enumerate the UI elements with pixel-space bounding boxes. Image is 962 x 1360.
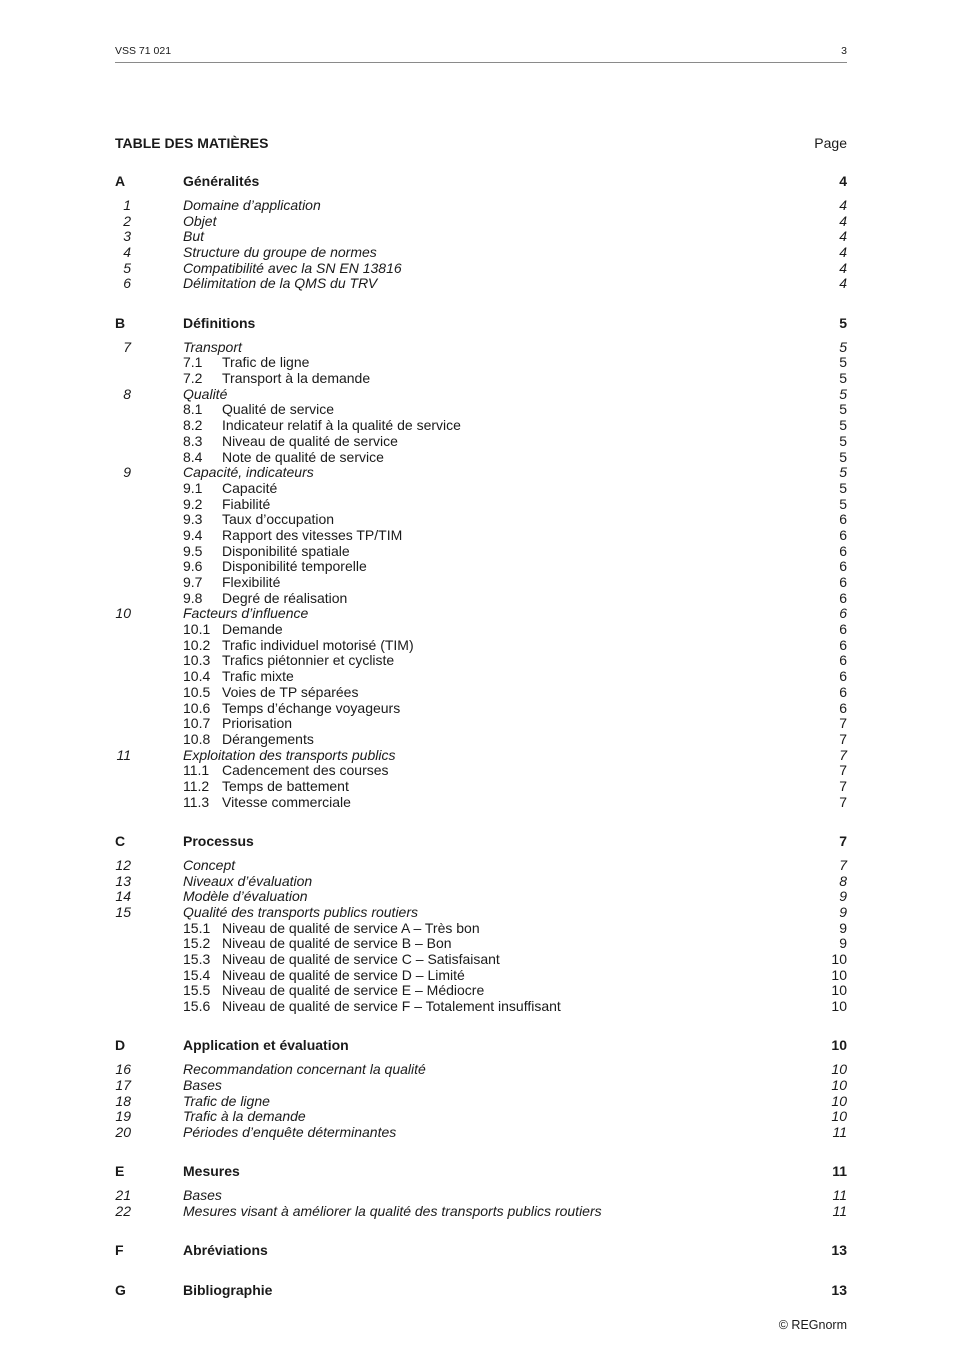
toc-page: 8 [839, 872, 847, 889]
toc-page: 4 [839, 275, 847, 292]
toc-label: Structure du groupe de normes [183, 244, 377, 261]
toc-chapter [115, 1078, 847, 1094]
toc-label: Modèle d’évaluation [183, 888, 308, 905]
toc-chapter [115, 1188, 847, 1204]
toc-page: 13 [831, 1281, 847, 1298]
toc-label: Temps d’échange voyageurs [222, 699, 401, 716]
toc-section-g [115, 1283, 847, 1299]
toc-number: 5 [123, 259, 131, 276]
toc-number: 6 [123, 275, 131, 292]
toc-label: Bibliographie [183, 1281, 273, 1298]
toc-number: D [115, 1037, 126, 1054]
toc-number: 15.2 [183, 935, 211, 952]
toc-page: 10 [831, 1092, 847, 1109]
toc-page: 4 [839, 228, 847, 245]
toc-subentry [115, 685, 847, 701]
toc-section-e [115, 1164, 847, 1180]
toc-label: Capacité, indicateurs [183, 464, 314, 481]
toc-label: Temps de battement [222, 777, 349, 794]
toc-page: 5 [839, 448, 847, 465]
toc-chapter [115, 229, 847, 245]
toc-subentry [115, 371, 847, 387]
toc-page: 4 [839, 212, 847, 229]
toc-page: 6 [839, 542, 847, 559]
toc-number: 11.3 [183, 793, 210, 810]
toc-number: C [115, 832, 126, 849]
toc-number: 13 [115, 872, 131, 889]
toc-number: 10.8 [183, 730, 211, 747]
toc-page: 6 [839, 668, 847, 685]
toc-chapter [115, 465, 847, 481]
toc-label: Priorisation [222, 715, 293, 732]
toc-number: 7.1 [183, 354, 203, 371]
toc-number: 10.1 [183, 621, 211, 638]
toc-label: Qualité de service [222, 401, 335, 418]
toc-subentry [115, 921, 847, 937]
toc-subentry [115, 622, 847, 638]
toc-label: Mesures visant à améliorer la qualité des transports publics routiers [183, 1203, 602, 1220]
toc-chapter [115, 748, 847, 764]
toc-chapter [115, 198, 847, 214]
toc-page: 9 [839, 935, 847, 952]
toc-section-b [115, 316, 847, 332]
toc-page: 11 [832, 1203, 847, 1220]
toc-number: 15.6 [183, 998, 211, 1015]
toc-page: 11 [832, 1187, 847, 1204]
toc-section-c [115, 834, 847, 850]
toc-number: 9 [123, 464, 131, 481]
toc-number: 8.1 [183, 401, 203, 418]
toc-page: 5 [839, 401, 847, 418]
toc-label: Indicateur relatif à la qualité de service [222, 417, 461, 434]
toc-label: Niveau de qualité de service E – Médiocre [222, 982, 485, 999]
toc-subentry [115, 355, 847, 371]
toc-chapter [115, 889, 847, 905]
toc-page: 10 [831, 1037, 847, 1054]
toc-number: 15.5 [183, 982, 211, 999]
toc-number: 9.1 [183, 479, 203, 496]
toc-subentry [115, 653, 847, 669]
toc-number: 11.1 [183, 762, 210, 779]
document-id: VSS 71 021 [115, 45, 172, 57]
toc-label: Niveau de qualité de service C – Satisfaisant [222, 951, 500, 968]
toc-chapter [115, 387, 847, 403]
toc-page: 10 [831, 998, 847, 1015]
toc-number: 15.3 [183, 951, 211, 968]
toc-number: A [115, 173, 126, 189]
page-header [115, 44, 847, 63]
toc-number: 18 [115, 1092, 131, 1109]
toc-section-d [115, 1038, 847, 1054]
toc-chapter [115, 276, 847, 292]
toc-page: 5 [839, 338, 847, 355]
toc-number: 9.3 [183, 511, 203, 528]
toc-page: 9 [839, 919, 847, 936]
toc-chapter [115, 905, 847, 921]
toc-subentry [115, 732, 847, 748]
toc-label: Disponibilité spatiale [222, 542, 350, 559]
toc-number: 15.1 [183, 919, 211, 936]
toc-label: Définitions [183, 314, 256, 331]
toc-label: Concept [183, 856, 236, 873]
toc-page: 6 [839, 589, 847, 606]
toc-number: 8.3 [183, 432, 203, 449]
toc-number: 10.3 [183, 652, 211, 669]
toc-number: F [115, 1242, 124, 1259]
toc-page: 4 [839, 173, 847, 189]
toc-chapter [115, 245, 847, 261]
toc-page: 6 [839, 636, 847, 653]
toc-label: Périodes d’enquête déterminantes [183, 1124, 397, 1141]
toc-subentry [115, 952, 847, 968]
toc-label: Niveaux d’évaluation [183, 872, 313, 889]
toc-subentry [115, 512, 847, 528]
toc-label: Recommandation concernant la qualité [183, 1061, 426, 1078]
toc-page: 10 [831, 1077, 847, 1094]
toc-page: 7 [839, 777, 847, 794]
toc-label: Fiabilité [222, 495, 271, 512]
toc-label: Niveau de qualité de service F – Totalement insuffisant [222, 998, 561, 1015]
toc-chapter [115, 1204, 847, 1220]
toc-label: Transport [183, 338, 242, 355]
toc-label: Bases [183, 1077, 222, 1094]
toc-number: 9.6 [183, 558, 203, 575]
toc-number: B [115, 314, 126, 331]
toc-label: Abréviations [183, 1242, 268, 1259]
toc-label: Voies de TP séparées [222, 683, 359, 700]
toc-label: Facteurs d’influence [183, 605, 309, 622]
toc-page: 6 [839, 683, 847, 700]
toc-page: 5 [839, 314, 847, 331]
toc-page: 10 [831, 966, 847, 983]
toc-page: 7 [839, 832, 847, 849]
toc-label: Exploitation des transports publics [183, 746, 396, 763]
toc-number: 10.7 [183, 715, 211, 732]
toc-number: 11 [116, 746, 131, 763]
toc-number: G [115, 1281, 126, 1298]
toc-number: 9.2 [183, 495, 203, 512]
toc-label: Processus [183, 832, 254, 849]
toc-number: 8 [123, 385, 131, 402]
toc-number: 10.2 [183, 636, 211, 653]
page-number: 3 [841, 45, 847, 57]
toc-chapter [115, 1094, 847, 1110]
toc-label: Niveau de qualité de service B – Bon [222, 935, 452, 952]
toc-number: 19 [115, 1108, 131, 1125]
toc-page: 7 [839, 856, 847, 873]
toc-page-column-label: Page [814, 135, 847, 151]
toc-label: Taux d’occupation [222, 511, 335, 528]
toc-subentry [115, 450, 847, 466]
toc-number: 12 [115, 856, 131, 873]
toc-number: 8.4 [183, 448, 203, 465]
toc-label: Trafics piétonnier et cycliste [222, 652, 395, 669]
toc-number: 11.2 [183, 777, 210, 794]
toc-page: 4 [839, 196, 847, 213]
toc-page: 6 [839, 652, 847, 669]
toc-number: 10.4 [183, 668, 211, 685]
toc-subentry [115, 983, 847, 999]
toc-number: 22 [115, 1203, 131, 1220]
toc-label: Généralités [183, 173, 260, 189]
toc-number: 3 [123, 228, 131, 245]
toc-label: Flexibilité [222, 574, 281, 590]
toc-label: Trafic de ligne [183, 1092, 270, 1109]
toc-number: 8.2 [183, 417, 203, 434]
toc-label: Capacité [222, 479, 278, 496]
toc-number: 10 [115, 605, 131, 622]
toc-subentry [115, 795, 847, 811]
toc-page: 10 [831, 951, 847, 968]
toc-page: 13 [831, 1242, 847, 1259]
toc-subentry [115, 999, 847, 1015]
toc-chapter [115, 1125, 847, 1141]
toc-page: 10 [831, 1061, 847, 1078]
toc-number: 9.4 [183, 526, 203, 543]
toc-number: 9.8 [183, 589, 203, 606]
toc-page: 5 [839, 479, 847, 496]
toc-label: Trafic mixte [222, 668, 294, 685]
toc-label: Bases [183, 1187, 222, 1204]
toc-number: 1 [123, 196, 131, 213]
toc-page: 5 [839, 385, 847, 402]
toc-number: 21 [115, 1187, 131, 1204]
toc-subentry [115, 559, 847, 575]
toc-number: 2 [123, 212, 131, 229]
toc-label: Mesures [183, 1163, 240, 1180]
toc-page: 6 [839, 511, 847, 528]
toc-chapter [115, 858, 847, 874]
toc-subentry [115, 638, 847, 654]
toc-number: 20 [115, 1124, 131, 1141]
toc-chapter [115, 340, 847, 356]
toc-page: 5 [839, 354, 847, 371]
toc-subentry [115, 936, 847, 952]
toc-page: 4 [839, 259, 847, 276]
toc-page: 5 [839, 464, 847, 481]
toc-subentry [115, 716, 847, 732]
toc-chapter [115, 606, 847, 622]
toc-subentry [115, 779, 847, 795]
toc-page: 4 [839, 244, 847, 261]
toc-number: 15 [115, 903, 131, 920]
toc-subentry [115, 497, 847, 513]
toc-page: 5 [839, 432, 847, 449]
toc-number: 9.7 [183, 574, 203, 590]
toc-page: 5 [839, 370, 847, 387]
toc-label: Rapport des vitesses TP/TIM [222, 526, 403, 543]
toc-label: Domaine d’application [183, 196, 321, 213]
toc-page: 6 [839, 574, 847, 590]
toc-title: TABLE DES MATIÈRES [115, 135, 269, 151]
toc-chapter [115, 261, 847, 277]
toc-number: 7 [123, 338, 131, 355]
toc-page: 6 [839, 605, 847, 622]
toc-page: 9 [839, 888, 847, 905]
toc-page: 10 [831, 1108, 847, 1125]
toc-label: Cadencement des courses [222, 762, 389, 779]
toc-label: Trafic de ligne [222, 354, 310, 371]
table-of-contents [115, 174, 847, 1307]
toc-number: 10.6 [183, 699, 211, 716]
toc-subentry [115, 418, 847, 434]
toc-number: 17 [115, 1077, 131, 1094]
toc-label: Transport à la demande [222, 370, 371, 387]
toc-chapter [115, 1062, 847, 1078]
toc-label: Niveau de qualité de service [222, 432, 398, 449]
toc-label: Objet [183, 212, 217, 229]
toc-label: Qualité [183, 385, 228, 402]
toc-label: Application et évaluation [183, 1037, 349, 1054]
toc-section-a [115, 174, 847, 190]
toc-label: Trafic individuel motorisé (TIM) [222, 636, 414, 653]
toc-number: 15.4 [183, 966, 211, 983]
toc-subentry [115, 701, 847, 717]
toc-subentry [115, 434, 847, 450]
toc-subentry [115, 481, 847, 497]
toc-page: 7 [839, 715, 847, 732]
toc-number: 7.2 [183, 370, 203, 387]
toc-page: 9 [839, 903, 847, 920]
toc-page: 11 [832, 1124, 847, 1141]
toc-label: Degré de réalisation [222, 589, 348, 606]
toc-label: Note de qualité de service [222, 448, 384, 465]
toc-number: 10.5 [183, 683, 211, 700]
toc-page: 7 [839, 746, 847, 763]
toc-subentry [115, 575, 847, 591]
toc-chapter [115, 1109, 847, 1125]
toc-label: Compatibilité avec la SN EN 13816 [183, 259, 402, 276]
toc-label: Demande [222, 621, 283, 638]
toc-label: Dérangements [222, 730, 314, 747]
toc-label: Vitesse commerciale [222, 793, 351, 810]
toc-label: Niveau de qualité de service D – Limité [222, 966, 465, 983]
toc-subentry [115, 528, 847, 544]
toc-chapter [115, 874, 847, 890]
toc-page: 5 [839, 417, 847, 434]
toc-page: 7 [839, 793, 847, 810]
toc-number: E [115, 1163, 125, 1180]
toc-page: 10 [831, 982, 847, 999]
toc-page: 6 [839, 699, 847, 716]
toc-page: 6 [839, 526, 847, 543]
toc-label: Trafic à la demande [183, 1108, 306, 1125]
toc-page: 7 [839, 762, 847, 779]
copyright-footer: © REGnorm [778, 1318, 847, 1332]
toc-page: 11 [832, 1163, 847, 1180]
toc-subentry [115, 544, 847, 560]
toc-label: Délimitation de la QMS du TRV [183, 275, 378, 292]
toc-page: 5 [839, 495, 847, 512]
toc-number: 9.5 [183, 542, 203, 559]
toc-label: But [183, 228, 205, 245]
toc-number: 16 [115, 1061, 131, 1078]
toc-page: 7 [839, 730, 847, 747]
toc-subentry [115, 763, 847, 779]
toc-page: 6 [839, 558, 847, 575]
toc-label: Disponibilité temporelle [222, 558, 367, 575]
toc-subentry [115, 669, 847, 685]
toc-label: Qualité des transports publics routiers [183, 903, 418, 920]
toc-page: 6 [839, 621, 847, 638]
toc-subentry [115, 591, 847, 607]
toc-number: 14 [115, 888, 131, 905]
toc-subentry [115, 968, 847, 984]
toc-section-f [115, 1243, 847, 1259]
toc-number: 4 [123, 244, 131, 261]
toc-subentry [115, 402, 847, 418]
toc-chapter [115, 214, 847, 230]
toc-label: Niveau de qualité de service A – Très bon [222, 919, 480, 936]
